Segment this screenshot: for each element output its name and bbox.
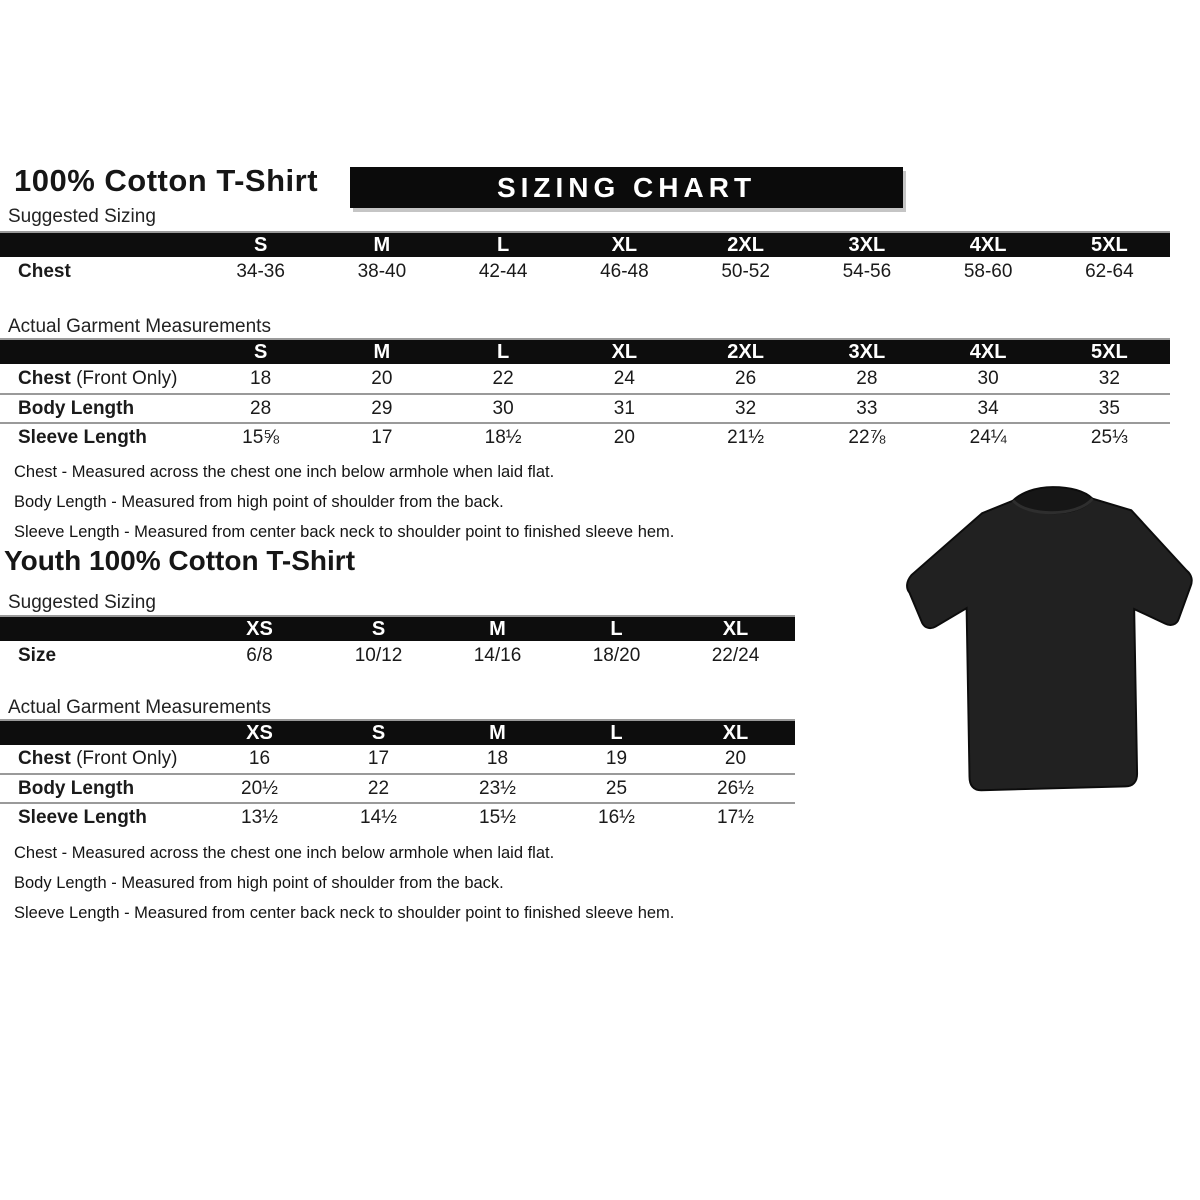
note-sleeve-length: Sleeve Length - Measured from center back neck to shoulder point to finished sleeve hem. [14, 523, 675, 541]
note-chest: Chest - Measured across the chest one inch below armhole when laid flat. [14, 463, 555, 481]
size-column-header: 4XL [969, 233, 1007, 256]
adult-measurement-notes [14, 457, 674, 547]
youth-section-title: Youth 100% Cotton T-Shirt [4, 545, 356, 576]
size-column-header: 3XL [848, 233, 886, 256]
size-column-header: M [489, 721, 506, 744]
size-column-header: S [371, 617, 386, 640]
size-column-header: L [497, 340, 510, 363]
table-row-chest [0, 745, 795, 773]
tshirt-body-shape [907, 499, 1192, 791]
cell: 32 [1098, 367, 1120, 389]
adult-suggested-sizing-table [0, 231, 1170, 287]
size-column-header: 5XL [1091, 233, 1128, 256]
cell: 22 [367, 777, 390, 799]
cell: 20 [371, 367, 393, 389]
size-column-header: S [253, 233, 268, 256]
youth-suggested-sizing-label: Suggested Sizing [8, 592, 156, 613]
size-column-header: 2XL [727, 233, 764, 256]
row-label: Body Length [18, 777, 135, 799]
size-column-header: M [373, 233, 391, 256]
cell: 10/12 [354, 645, 403, 666]
row-label: Size [18, 645, 57, 666]
cell: 29 [371, 397, 393, 419]
cell: 20 [724, 748, 747, 769]
table-row-size [0, 641, 795, 671]
cell: 13½ [241, 806, 278, 828]
cell: 23½ [479, 777, 516, 799]
cell: 18½ [484, 426, 522, 448]
size-column-header: 3XL [848, 340, 886, 363]
cell: 17½ [717, 806, 754, 828]
page-title: 100% Cotton T-Shirt [14, 163, 319, 198]
cell: 17 [367, 748, 390, 769]
row-label: Sleeve Length [18, 806, 147, 828]
cell: 16½ [598, 806, 635, 828]
cell: 17 [371, 426, 393, 448]
row-label: Chest (Front Only) [18, 748, 178, 769]
size-column-header: 2XL [727, 340, 764, 363]
cell: 25 [605, 777, 628, 799]
cell: 31 [613, 397, 635, 419]
note-body-length: Body Length - Measured from high point of shoulder from the back. [14, 874, 504, 892]
adult-suggested-sizing-label: Suggested Sizing [8, 206, 156, 227]
cell: 21½ [727, 426, 765, 448]
youth-actual-measurements-table [0, 719, 795, 831]
cell: 58-60 [963, 261, 1013, 282]
note-body-length: Body Length - Measured from high point of shoulder from the back. [14, 493, 504, 511]
table-row-sleeve-length [0, 802, 795, 831]
table-row-body-length [0, 393, 1170, 422]
size-column-header: M [489, 617, 506, 640]
cell: 62-64 [1085, 261, 1134, 282]
row-label: Sleeve Length [18, 426, 147, 448]
cell: 20½ [241, 777, 278, 799]
cell: 18 [486, 748, 509, 769]
note-chest: Chest - Measured across the chest one inch below armhole when laid flat. [14, 844, 555, 862]
row-label: Body Length [18, 397, 135, 419]
cell: 25⅓ [1090, 426, 1128, 448]
table-header-row [0, 231, 1170, 257]
table-header-row [0, 615, 795, 641]
cell: 20 [613, 426, 635, 448]
cell: 42-44 [478, 261, 528, 282]
adult-actual-measurements-label: Actual Garment Measurements [8, 316, 271, 337]
table-row-body-length [0, 773, 795, 802]
cell: 14/16 [473, 645, 522, 666]
youth-measurement-notes [14, 838, 674, 928]
row-label: Chest (Front Only) [18, 367, 178, 389]
cell: 54-56 [842, 261, 892, 282]
cell: 28 [856, 367, 878, 389]
cell: 50-52 [721, 261, 770, 282]
youth-actual-measurements-label: Actual Garment Measurements [8, 697, 271, 718]
cell: 46-48 [600, 261, 649, 282]
cell: 15½ [479, 806, 516, 828]
size-column-header: M [373, 340, 391, 363]
cell: 6/8 [246, 645, 273, 666]
row-label: Chest [18, 261, 71, 282]
cell: 30 [492, 397, 514, 419]
cell: 28 [250, 397, 272, 419]
cell: 16 [248, 748, 271, 769]
size-column-header: XS [246, 721, 273, 744]
cell: 22 [492, 367, 514, 389]
black-tshirt-image [892, 468, 1200, 818]
size-column-header: XL [722, 721, 749, 744]
cell: 18/20 [592, 645, 641, 666]
size-column-header: XS [246, 617, 273, 640]
table-row [0, 257, 1170, 287]
cell: 19 [605, 748, 628, 769]
cell: 33 [856, 397, 878, 419]
table-row-chest [0, 364, 1170, 393]
cell: 22/24 [711, 645, 760, 666]
size-column-header: XL [611, 233, 638, 256]
table-header-row [0, 338, 1170, 364]
cell: 34 [977, 397, 999, 419]
cell: 24¼ [969, 426, 1007, 448]
cell: 26 [735, 367, 757, 389]
size-column-header: S [253, 340, 268, 363]
cell: 14½ [360, 806, 397, 828]
cell: 30 [977, 367, 999, 389]
youth-suggested-sizing-table [0, 615, 795, 671]
size-column-header: 5XL [1091, 340, 1128, 363]
adult-actual-measurements-table [0, 338, 1170, 451]
size-column-header: L [497, 233, 510, 256]
sizing-chart-banner-text: SIZING CHART [496, 171, 757, 203]
cell: 15⅝ [242, 426, 280, 448]
table-row-sleeve-length [0, 422, 1170, 451]
size-column-header: L [610, 617, 623, 640]
cell: 22⅞ [848, 426, 886, 448]
size-column-header: 4XL [969, 340, 1007, 363]
size-column-header: S [371, 721, 386, 744]
cell: 35 [1098, 397, 1120, 419]
size-column-header: L [610, 721, 623, 744]
sizing-chart-banner [350, 167, 903, 208]
cell: 38-40 [357, 261, 407, 282]
cell: 32 [735, 397, 757, 419]
size-column-header: XL [722, 617, 749, 640]
table-header-row [0, 719, 795, 745]
cell: 26½ [717, 777, 754, 799]
note-sleeve-length: Sleeve Length - Measured from center back neck to shoulder point to finished sleeve hem. [14, 904, 675, 922]
cell: 18 [250, 367, 272, 389]
cell: 24 [613, 367, 635, 389]
cell: 34-36 [236, 261, 285, 282]
size-column-header: XL [611, 340, 638, 363]
